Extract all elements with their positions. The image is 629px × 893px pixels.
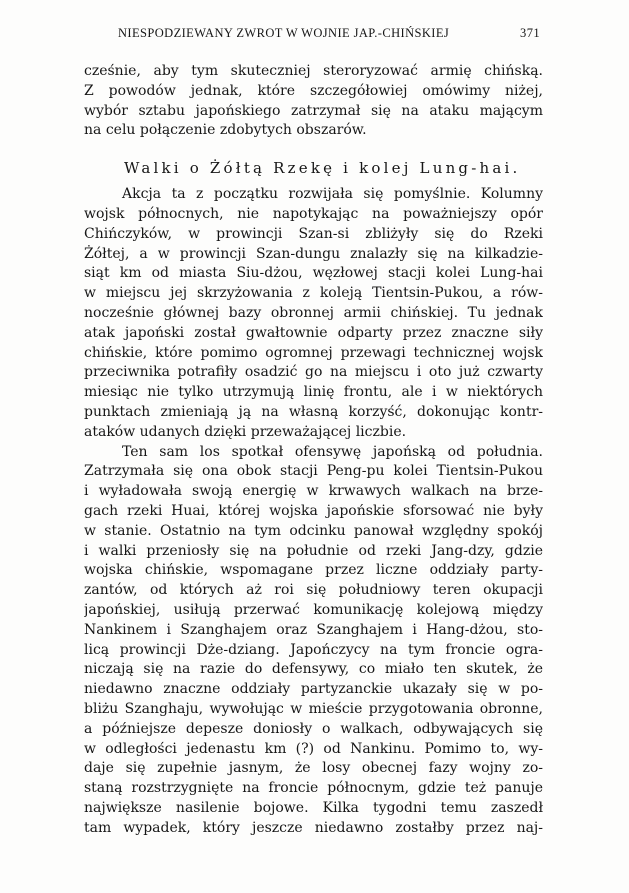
text-line: punktach zmieniają ją na własną korzyść, dokonując kontr- [84, 403, 543, 420]
text-line: Zatrzymała się ona obok stacji Peng-pu kolei Tientsin-Pukou [84, 463, 543, 480]
text-line: Akcja ta z początku rozwijała się pomyślnie. Kolumny [122, 186, 543, 203]
text-line: przeciwnika potrafiły osadzić go na miejscu i oto już czwarty [84, 364, 543, 381]
text-line: w miejscu jej skrzyżowania z koleją Tientsin-Pukou, a rów- [84, 285, 543, 302]
text-line: atak japoński został gwałtownie odparty przez znaczne siły [84, 324, 543, 341]
text-line: wojska chińskie, wspomagane przez liczne oddziały party- [84, 562, 543, 579]
text-line: bliżu Szanghaju, wywołując w mieście przygotowania obronne, [84, 700, 543, 717]
running-head [84, 26, 544, 42]
text-line: licą prowincji Dże-dziang. Japończycy na tym froncie ogra- [84, 641, 543, 658]
text-line: tam wypadek, który jeszcze niedawno zostałby przez naj- [84, 819, 543, 836]
text-line: miesiąc nie tylko utrzymują linię frontu, ale i w niektórych [84, 384, 543, 401]
text-line: Nankinem i Szanghajem oraz Szanghajem i Hang-dżou, sto- [84, 621, 543, 638]
text-line: największe nasilenie bojowe. Kilka tygodni temu zaszedł [84, 799, 543, 816]
body-text [84, 62, 543, 838]
text-line: Żółtej, a w prowincji Szan-dungu znalazły się na kilkadzie- [84, 245, 543, 262]
running-title: NIESPODZIEWANY ZWROT W WOJNIE JAP.-CHIŃSKIEJ [118, 26, 450, 40]
text-line: staną rozstrzygnięte na froncie północnym, gdzie też panuje [84, 780, 543, 797]
text-line: Ten sam los spotkał ofensywę japońską od południa. [122, 443, 543, 460]
text-line: gach rzeki Huai, której wojska japońskie sforsować nie były [84, 502, 543, 519]
text-line: a późniejsze depesze doniosły o walkach, odbywających się [84, 720, 543, 737]
paragraph-offensive-north [84, 185, 543, 442]
text-line: w stanie. Ostatnio na tym odcinku panował względny spokój [84, 522, 543, 539]
paragraph-offensive-south [84, 443, 543, 839]
text-line: i wyładowała swoją energię w krwawych walkach na brze- [84, 483, 543, 500]
text-line: i walki przeniosły się na południe od rzeki Jang-dzy, gdzie [84, 542, 543, 559]
text-line: niedawno znaczne oddziały partyzanckie ukazały się w po- [84, 681, 543, 698]
text-line: siąt km od miasta Siu-dżou, węzłowej stacji kolei Lung-hai [84, 265, 543, 282]
text-line: ataków udanych dzięki przeważającej liczbie. [84, 423, 407, 440]
text-line: chińskie, które pomimo ogromnej przewagi technicznej wojsk [84, 344, 543, 361]
text-line: nocześnie głównej bazy obronnej armii chińskiej. Tu jednak [84, 304, 543, 321]
text-line: daje się zupełnie jasnym, że losy obecnej fazy wojny zo- [84, 760, 543, 777]
text-line: zantów, od których aż roi się południowy teren okupacji [84, 582, 543, 599]
text-line: w odległości jedenastu km (?) od Nankinu. Pomimo to, wy- [84, 740, 543, 757]
text-line: niczają się na razie do defensywy, co miało ten skutek, że [84, 661, 543, 678]
text-line: wybór sztabu japońskiego zatrzymał się na ataku mającym [84, 102, 543, 119]
page-number: 371 [520, 26, 540, 40]
text-line: Chińczyków, w prowincji Szan-si zbliżyły się do Rzeki [84, 225, 543, 242]
text-line: na celu połączenie zdobytych obszarów. [84, 122, 367, 139]
text-line: Z powodów jednak, które szczegółowiej omówimy niżej, [84, 82, 543, 99]
paragraph-continuation [84, 62, 543, 141]
text-line: japońskiej, usiłują przerwać komunikację kolejową między [84, 601, 543, 618]
section-heading: Walki o Żółtą Rzekę i kolej Lung-hai. [124, 159, 521, 178]
text-line: cześnie, aby tym skuteczniej steroryzować armię chińską. [84, 63, 543, 79]
text-line: wojsk północnych, nie napotykając na poważniejszy opór [84, 205, 543, 222]
